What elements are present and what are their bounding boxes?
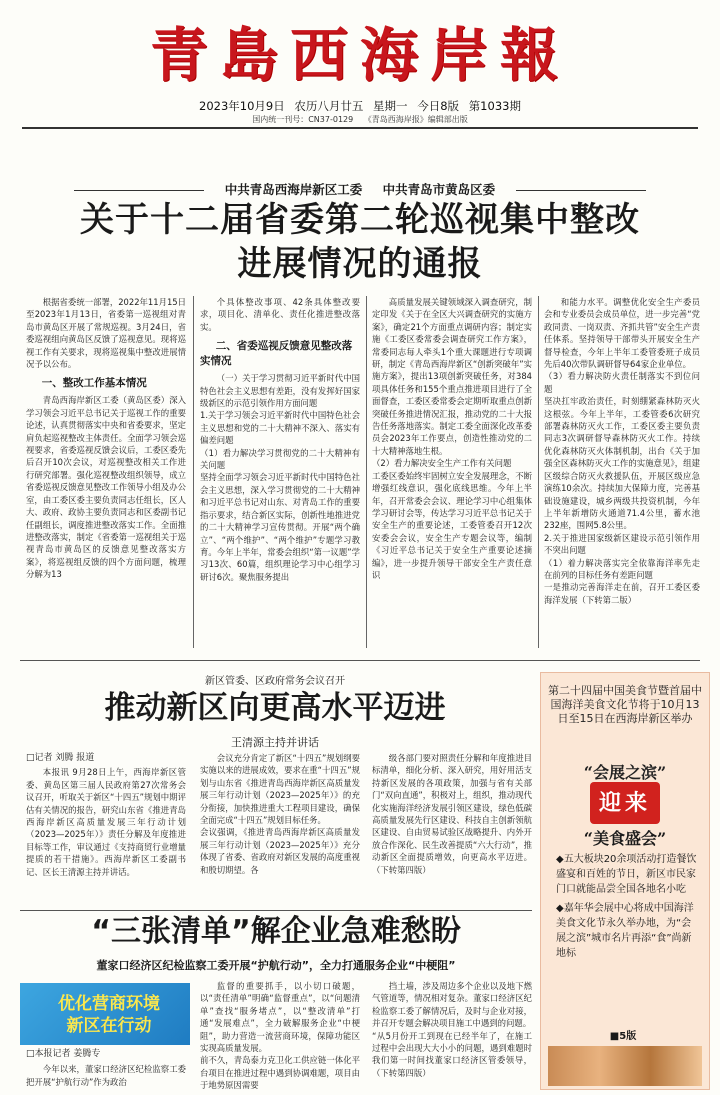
masthead-rule [22, 127, 698, 129]
promo-subtitle: “美食盛会” [583, 829, 667, 848]
third-column-3 [372, 980, 532, 1092]
divider [516, 190, 646, 191]
divider [74, 190, 204, 191]
dateline [0, 98, 720, 114]
lead-body-4: 和能力水平。调整优化安全生产委员会和专业委员会成员单位，进一步完善“党政同责、一岗双责、齐抓共管”安全生产责任体系。坚持领导干部带头开展安全生产督导检查，今年上半年工委管委班子成员先后40次带队调研督导64家企业单位。 （3）看力解决防火责任制落实不到位问题 坚决扛牢政治责任，时刻绷紧森林防灭火这根弦。今年上半年，工委管委6次研究部署森林防灭火工作，工委区委主要负责同志3次调研督导森林防灭火工作。持续优化森林防灭火体制机制，出台《关于加强全区森林防灭火工作的实施意见》，组建区级综合防灭火救援队伍，开展区级应急演练10余次。持续加大保障力度，完善基础设施建设，城乡两级共投资机制，今年上半年新增防火通道71.4公里，蓄水池232座，围网5.8公里。 2.关于推进国家级新区建设示范引领作用不突出问题 （1）着力解决落实完全依靠海洋率先走在前列的目标任务有差距问题 一是推动完善海洋走在前，召开工委区委海洋发展（下转第二版） [544, 297, 700, 605]
promo-title: “会展之滨” [583, 763, 667, 782]
lead-headline-line2: 进展情况的通报 [237, 244, 483, 284]
issuer-1: 中共青岛西海岸新区工委 [224, 182, 363, 197]
second-kicker: 新区管委、区政府常务会议召开 [205, 676, 345, 687]
third-byline: □本报记者 姜腾专 [26, 1049, 101, 1059]
second-subline: 王清源主持并讲话 [231, 736, 319, 749]
second-column-1 [26, 752, 186, 904]
second-byline: □记者 刘腾 报道 [26, 753, 95, 763]
issue-date: 2023年10月9日 [199, 99, 285, 113]
campaign-banner-line1: 优化营商环境 [58, 994, 160, 1014]
column-divider [193, 296, 194, 648]
third-column-2 [200, 980, 360, 1092]
third-body-3: 挡土墙，涉及周边多个企业以及地下燃气管道等，情况相对复杂。董家口经济区纪检监察工委了解情况后，及时与企业对接，并召开专题会解决项目施工中遇到的问题。 “从5月份开工到现在已经半年了，在施工过程中会出现大大小小的问题，遇到难题时我们第一时间找董家口经济区管委领导，（下转第四版） [372, 981, 532, 1078]
promo-bullet-1: ◆五大板块20余项活动打造餐饮盛宴和百姓的节日，新区市民家门口就能品尝全国各地名小吃 [556, 854, 697, 895]
third-subline: 董家口经济区纪检监察工委开展“护航行动”，全力打通服务企业“中梗阻” [96, 959, 456, 972]
lead-section-1-heading: 一、整改工作基本情况 [41, 377, 147, 390]
third-body-2: 监督的重要抓手，以小切口破题，以“责任清单”明确“监督重点”，以“问题清单”查找“服务堵点”，以“整改清单”打通“发展难点”，全力破解服务企业“中梗阻”，助力营造一流营商环境，保障功能区实现高质量发展。 前不久，青岛泰力克卫化工供应链一体化平台项目在推进过程中遇到协调难题，项目由于地势原因需要 [200, 981, 360, 1091]
promo-bullets [556, 852, 698, 961]
weekday: 星期一 [373, 99, 408, 113]
promo-badge: 迎来 [590, 782, 660, 824]
lunar-date: 农历八月廿五 [294, 99, 364, 113]
lead-intro: 根据省委统一部署，2022年11月15日至2023年1月13日，省委第一巡视组对青岛市黄岛区开展了常规巡视。3月24日，省委巡视组向黄岛区反馈了巡视意见。现将巡视工作有关要求，现将巡视集中整改进展情况予以公布。 [26, 297, 186, 370]
page-count: 今日8版 [417, 99, 460, 113]
lead-headline [20, 198, 700, 286]
publisher: 《青岛西海岸报》编辑部出版 [363, 115, 468, 124]
promo-lead: 第二十四届中国美食节暨首届中国海洋美食文化节将于10月13日至15日在西海岸新区举办 [548, 684, 702, 725]
masthead-title: 青島西海岸報 [149, 21, 570, 89]
column-divider [538, 296, 539, 648]
second-column-3 [372, 752, 532, 904]
lead-column-2 [200, 296, 360, 648]
issue-number: 第1033期 [468, 99, 521, 113]
issuers-line [0, 180, 720, 198]
lead-body-3: 高质量发展关键领域深入调查研究，制定印发《关于在全区大兴调查研究的实施方案》，确定21个方面重点调研内容；制定实施《工委区委常委会调查研究工作方案》，常委同志每人牵头1个重大课题进行专项调研，制定《青岛西海岸新区“创新突破年”实施方案》，提出13项创新突破任务，对384项具体任务和155个重点推进项目进行了全面督查，工委区委常委会定期听取重点创新突破任务推进情况汇报，推动党的二十大报告任务落地落实。制定工委全面深化改革委员会2023年工作要点，创造性推动党的二十大精神落地生根。 （2）看力解决安全生产工作有关问题 工委区委始终牢固树立安全发展理念，不断增强红线意识，强化底线思维。今年上半年，召开常委会会议、理论学习中心组集体学习研讨会等，传达学习习近平总书记关于安全生产的重要论述，工委管委召开12次安委会会议，安全生产专题会议等，编制《习近平总书记关于安全生产重要论述摘编》，进一步提升领导干部安全生产责任意识 [372, 297, 532, 580]
lead-column-1 [26, 296, 186, 648]
second-body-2: 会议充分肯定了新区“十四五”规划纲要实施以来的进展成效，要求在重“十四五”规划与山东省《推进青岛西海岸新区高质量发展三年行动计划（2023—2025年）》的充分衔接，加快推进重大工程项目建设，确保全面完成“十四五”规划目标任务。 会议强调，《推进青岛西海岸新区高质量发展三年行动计划（2023—2025年）》充分体现了省委、省政府对新区发展的高度重视和殷切期望。各 [200, 753, 360, 875]
promo-photo [548, 1046, 702, 1086]
column-divider [366, 296, 367, 648]
promo-page-ref[interactable]: ■5版 [609, 1031, 637, 1042]
lead-body-1: 青岛西海岸新区工委（黄岛区委）深入学习领会习近平总书记关于巡视工作的重要论述，认真贯彻落实中央和省委要求，坚定肩负起巡视整改主体责任。全面学习领会巡视要求，省委巡视反馈会议后，工委区委先后召开10次会议，对巡视整改相关工作进行研究部署。强化巡视整改组织领导，成立省委巡视反馈意见整改工作领导小组及办公室，由工委区委主要负责同志任组长，区人大、政府、政协主要负责同志和区委副书记任副组长，调度推进整改落实工作。全面推进整改落实，制定《省委第一巡视组关于巡视青岛市黄岛区的反馈意见整改落实方案》，将巡视组反馈的四个方面问题，梳理分解为13 [26, 395, 186, 580]
lead-headline-line1: 关于十二届省委第二轮巡视集中整改 [80, 200, 640, 240]
third-body-1: 今年以来，董家口经济区纪检监察工委把开展“护航行动”作为政治 [26, 1064, 186, 1087]
cn-number: 国内统一刊号：CN37-0129 [252, 115, 354, 124]
lead-body-2a: 个具体整改事项、42条具体整改要求，项目化、清单化、责任化推进整改落实。 [200, 297, 360, 332]
second-headline: 推动新区向更高水平迈进 [104, 690, 446, 726]
lead-column-4 [544, 296, 700, 648]
campaign-banner-line2: 新区在行动 [66, 1016, 152, 1036]
promo-bullet-2: ◆嘉年华会展中心将成中国海洋美食文化节永久举办地，为“会展之滨”城市名片再添“食”尚新地标 [556, 903, 694, 959]
lead-section-2-heading: 二、省委巡视反馈意见整改落实情况 [200, 340, 353, 368]
lead-body-2: （一）关于学习贯彻习近平新时代中国特色社会主义思想有差距，没有发挥好国家级新区的示范引领作用方面问题 1.关于学习领会习近平新时代中国特色社会主义思想和党的二十大精神不深入、落实有偏差问题 （1）看力解决学习贯彻党的二十大精神有关问题 坚持全面学习领会习近平新时代中国特色社会主义思想，深入学习贯彻党的二十大精神和习近平总书记对山东、对青岛工作的重要指示要求，结合新区实际，创新性地推进党的二十大精神学习宣传贯彻。开展“两个确立”、“两个维护”、“两个维护”专题学习教育。今年上半年，常委会组织“第一议题”学习13次、60篇，组织理论学习中心组学习研讨6次。聚焦服务提出 [200, 373, 360, 582]
third-headline: “三张清单”解企业急难愁盼 [91, 914, 461, 949]
issuer-2: 中共青岛市黄岛区委 [382, 182, 496, 197]
lead-column-3 [372, 296, 532, 648]
second-column-2 [200, 752, 360, 904]
section-rule [20, 660, 700, 661]
third-column-1 [26, 1048, 186, 1092]
second-body-1: 本报讯 9月28日上午，西海岸新区管委、黄岛区第三届人民政府第27次常务会议召开，听取关于新区“十四五”规划中期评估有关情况的报告，研究山东省《推进青岛西海岸新区高质量发展三年行动计划（2023—2025年）》责任分解及年度推进目标等工作，审议通过《支持商贸行业增量提质的若干措施》。西海岸新区工委副书记、区长王清源主持并讲话。 [26, 767, 186, 877]
section-rule [20, 910, 532, 911]
second-body-3: 级各部门要对照责任分解和年度推进目标清单，细化分析、深入研究，用好用活支持新区发展的各项政策，加强与省有关部门“双向直通”，积极对上，组织，推动现代化实施海洋经济发展引领区建设，绿色低碳高质量发展先行区建设、科技自主创新领航区建设、自由贸易试验区战略提升、内外开放合作深化、民生改善提质“六大行动”，推动新区全面提质增效，向更高水平迈进。（下转第四版） [372, 753, 532, 875]
publication-line [0, 114, 720, 125]
